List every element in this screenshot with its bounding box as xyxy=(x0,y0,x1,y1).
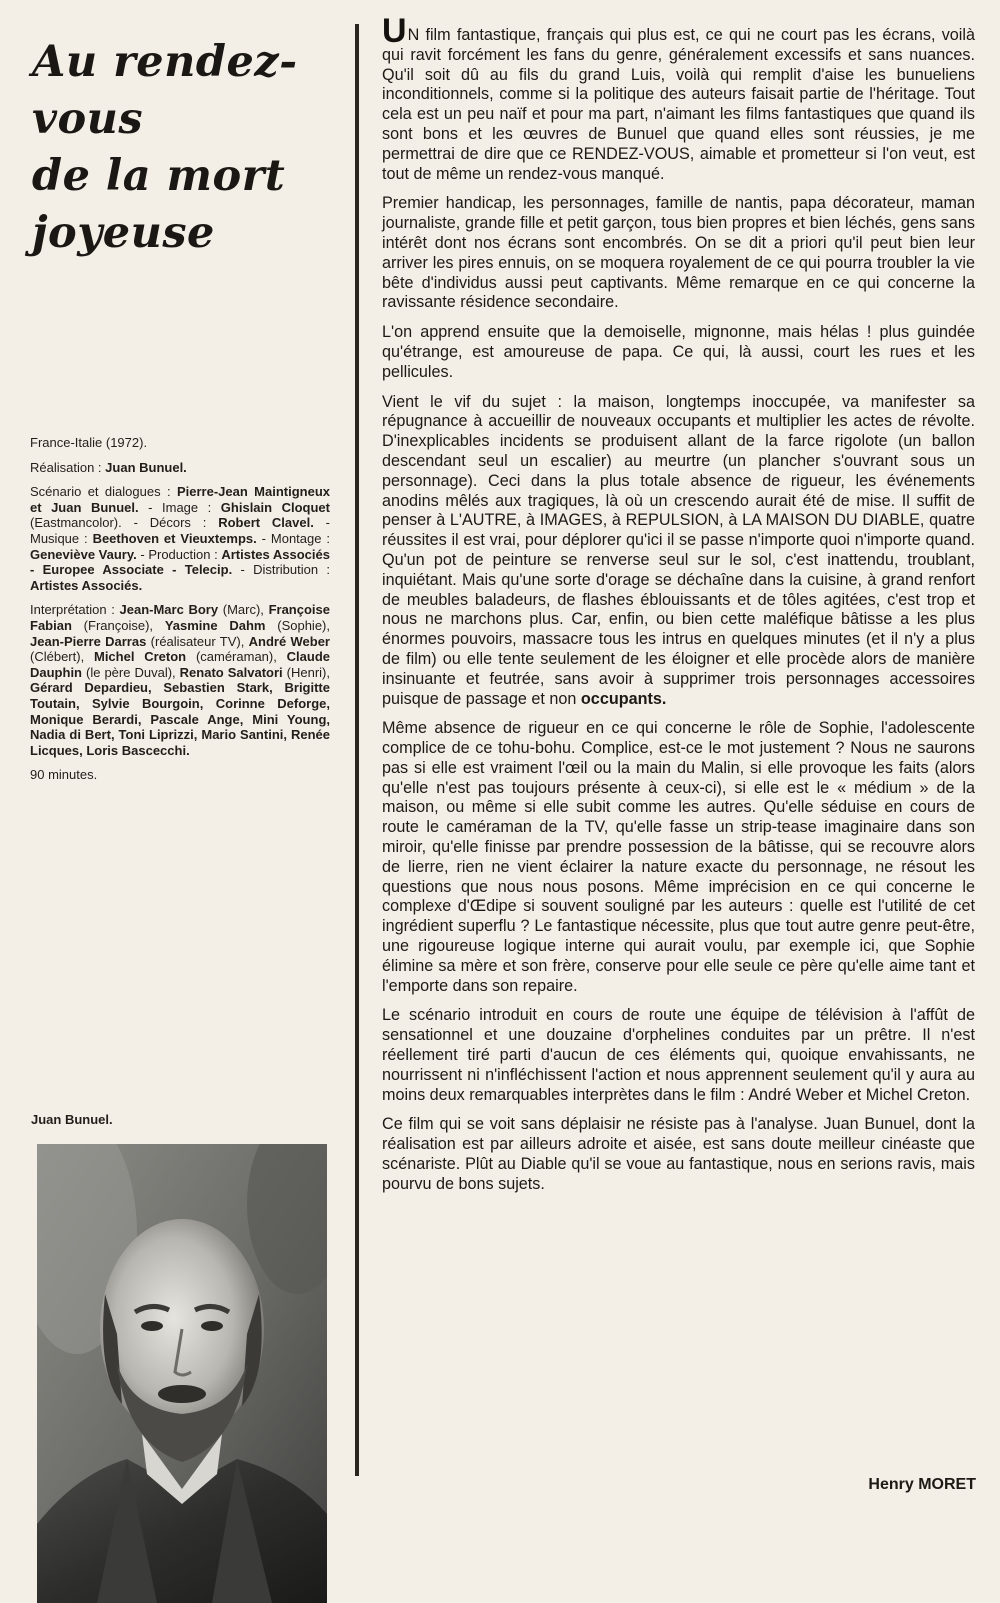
credit-name: Michel Creton xyxy=(93,649,187,665)
credit-name: Ghislain Cloquet xyxy=(220,499,330,515)
credit-text: (Clébert), xyxy=(30,649,94,665)
film-credits xyxy=(30,435,330,792)
credit-text: - Production : xyxy=(136,546,222,562)
credit-name: Artistes Associés. xyxy=(30,577,143,593)
direction-credit xyxy=(30,460,330,476)
credit-name: Claude Dauphin xyxy=(30,649,330,680)
credit-text: (Marc), xyxy=(218,602,269,618)
duration: 90 minutes. xyxy=(30,767,98,783)
credit-name: Gérard Depardieu, Sebastien Stark, Brigitte Toutain, Sylvie Bourgoin, Corinne Deforge, Monique Berardi, Pascale Ange, Mini Young, Nadia di Bert, Toni Liprizzi, Mario Santini, Renée Licques, Loris Bascecchi. xyxy=(30,680,330,758)
credit-name: Jean-Pierre Darras xyxy=(30,633,147,649)
credit-name: Yasmine Dahm xyxy=(164,617,266,633)
credit-name: Renato Salvatori xyxy=(179,664,283,680)
credit-text: - Image : xyxy=(138,499,221,515)
title-line-1: Au rendez-vous xyxy=(32,37,298,144)
article-paragraph-1 xyxy=(382,12,975,184)
article-paragraph-2: Premier handicap, les personnages, famille de nantis, papa décorateur, maman journaliste, grande fille et petit garçon, tous bien propres et bien léchés, gens sans intérêt dont nos écrans sont encombrés. On se dit a priori qu'il peut bien leur arriver les pires ennuis, on se moquera royalement de ce qui pourra troubler la vie bête d'individus aussi peut captivants. Même remarque en ce qui concerne la ravissante résidence secondaire. xyxy=(382,194,975,312)
credit-text: (Eastmancolor). - Décors : xyxy=(30,515,219,531)
article-title xyxy=(32,34,332,262)
article-body xyxy=(382,12,975,1205)
cast-credits xyxy=(30,602,330,758)
director-portrait-photo xyxy=(37,1144,327,1603)
article-paragraph-7: Ce film qui se voit sans déplaisir ne résiste pas à l'analyse. Juan Bunuel, dont la réalisation est par ailleurs adroite et aisée, est sans doute meilleur cinéaste que scénariste. Plût au Diable qu'il se voue au fantastique, nous en serions ravis, mais pourvu de bons sujets. xyxy=(382,1115,975,1193)
article-paragraph-5: Même absence de rigueur en ce qui concerne le rôle de Sophie, l'adolescente complice de ce tohu-bohu. Complice, est-ce le mot justement ? Nous ne saurons pas si elle est vraiment l'œil ou la main du Malin, si elle provoque les faits (alors qu'elle n'est pas toujours présente à ceux-ci), si elle est le « médium » de la maison, ou même si elle subit comme les autres. Qu'elle séduise en cours de route le caméraman de la TV, qu'elle fasse un strip-tease imaginaire dans son miroir, qu'elle finisse par prendre possession de la bâtisse, qui se recouvre alors de lierre, rien ne vient éclairer la nature exacte du personnage, ne résout les questions que nous nous posons. Même imprécision en ce qui concerne le complexe d'Œdipe si souvent souligné par les auteurs : quelle est l'utilité de cet ingrédient superflu ? Le fantastique nécessite, plus que tout autre genre peut-être, une rigoureuse logique interne qui aurait voulu, par exemple ici, que Sophie élimine sa mère et son frère, conserve pour elle seule ce père qu'elle aime tant et l'emporte dans son repaire. xyxy=(382,719,975,995)
paragraph-4-text: Vient le vif du sujet : la maison, longtemps inoccupée, va manifester sa répugnance à accueillir de nouveaux occupants et multiplier les actes de révolte. D'inexplicables incidents se produisent allant de la farce rigolote (un ballon descendant seul un escalier) au meurtre (un plancher s'ouvrant sous un personnage). Ceci dans la plus totale absence de rigueur, les événements anodins mêlés aux tragiques, là où un crescendo aurait été de mise. Il suffit de penser à L'AUTRE, à IMAGES, à REPULSION, à LA MAISON DU DIABLE, quatre réussites il est vrai, pour déplorer qu'ici il se passe n'importe quoi n'importe quand. Qu'un pot de peinture se renverse seul sur le sol, c'est inattendu, troublant, inquiétant. Mais qu'une sorte d'orage se déchaîne dans la cuisine, à grand renfort de meubles baladeurs, de flashes éblouissants et de tôles agitées, c'est trop et nous ne marchons plus. Car, enfin, ou bien cette maléfique bâtisse a les plus énormes pouvoirs, massacre tous les intrus en quelques minutes (et il n'y a plus de film) ou elle tente seulement de les éloigner et elle procède alors de manière insinuante et feutrée, sans avoir à supprimer trois personnages accessoires puisque de passage et non xyxy=(382,392,975,708)
credit-name: Beethoven et Vieuxtemps. xyxy=(92,530,257,546)
credit-name: Jean-Marc Bory xyxy=(119,602,219,618)
title-line-3: joyeuse xyxy=(32,208,215,258)
credit-text: - Distribution : xyxy=(232,562,330,578)
credit-name: Robert Clavel. xyxy=(218,515,314,531)
credit-text: Scénario et dialogues : xyxy=(30,484,177,500)
photo-caption: Juan Bunuel. xyxy=(31,1112,113,1127)
director-name: Juan Bunuel. xyxy=(105,459,187,475)
direction-label: Réalisation : xyxy=(30,459,102,475)
credit-text: (Henri), xyxy=(282,664,330,680)
title-line-2: de la mort xyxy=(32,151,286,201)
article-paragraph-4 xyxy=(382,393,975,710)
credit-text: - Musique : xyxy=(30,515,330,546)
credit-text: (Sophie), xyxy=(265,617,330,633)
sidebar-column xyxy=(30,20,330,1580)
paragraph-4-bold-word: occupants. xyxy=(580,689,667,708)
credit-name: Geneviève Vaury. xyxy=(30,546,137,562)
article-paragraph-6: Le scénario introduit en cours de route une équipe de télévision à l'affût de sensationnel et une douzaine d'orphelines conduites par un prêtre. Il n'est réellement tiré parti d'aucun de ces éléments qui, quoique envahissants, ne nourrissent ni n'infléchissent l'action et nous apprennent seulement qu'il y aura au moins deux remarquables interprètes dans le film : André Weber et Michel Creton. xyxy=(382,1006,975,1104)
credit-text: (le père Duval), xyxy=(82,664,180,680)
credit-name: Françoise Fabian xyxy=(30,602,330,633)
credit-text: (réalisateur TV), xyxy=(146,633,249,649)
article-paragraph-3: L'on apprend ensuite que la demoiselle, mignonne, mais hélas ! plus guindée qu'étrange, est amoureuse de papa. Ce qui, là aussi, court les rues et les pellicules. xyxy=(382,323,975,381)
credit-text: (caméraman), xyxy=(186,649,287,665)
credit-text: (Françoise), xyxy=(71,617,165,633)
column-divider xyxy=(355,24,359,1476)
crew-credits xyxy=(30,484,330,593)
paragraph-1-text: N film fantastique, français qui plus est, ce qui ne court pas les écrans, voilà qui ravit forcément les fans du genre, généralement excessifs et sans nuances. Qu'il soit dû au fils du grand Luis, voilà qui remplit d'aise les bunueliens inconditionnels, comme si la politique des auteurs faisait partie de l'héritage. Tout cela est un peu naïf et pour ma part, n'aimant les films fantastiques que quand ils sont bons et les œuvres de Bunuel que quand elles sont réussies, je me permettrai de dire que ce RENDEZ-VOUS, aimable et prometteur si l'on veut, est tout de même un rendez-vous manqué. xyxy=(382,26,975,183)
author-signature: Henry MORET xyxy=(868,1476,976,1493)
credit-name: André Weber xyxy=(248,633,330,649)
credit-name: Artistes Associés - Europee Associate - Telecip. xyxy=(30,546,330,578)
credit-text: Interprétation : xyxy=(30,602,120,618)
portrait-drawing xyxy=(37,1144,327,1603)
credit-name: Pierre-Jean Maintigneux et Juan Bunuel. xyxy=(30,484,330,515)
credit-text: - Montage : xyxy=(256,530,330,546)
drop-cap: U xyxy=(382,12,407,50)
country-year: France-Italie (1972). xyxy=(30,435,148,450)
